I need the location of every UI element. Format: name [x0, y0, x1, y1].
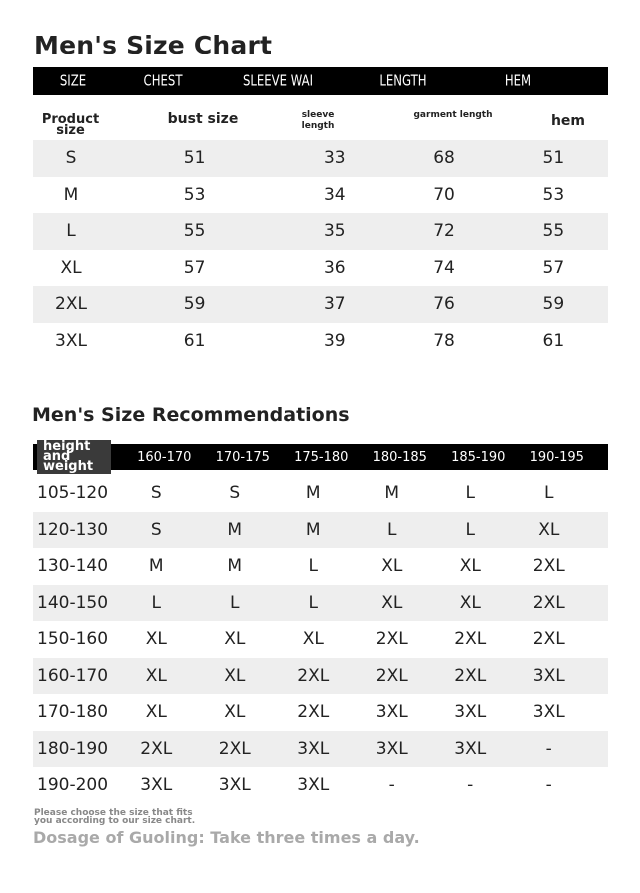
table-row: [33, 694, 608, 731]
cell: M: [384, 483, 400, 504]
cell: S: [150, 483, 162, 504]
cell: 51: [183, 148, 206, 169]
corner-label-height-weight: height and weight: [37, 440, 111, 474]
cell: M: [305, 519, 321, 540]
subheader-garment-length: garment length: [413, 110, 493, 120]
cell: 3XL: [297, 738, 330, 759]
cell: 2XL: [532, 556, 565, 577]
cell: 130-140: [37, 556, 109, 577]
cell: XL: [381, 592, 403, 613]
cell: XL: [381, 556, 403, 577]
cell: 3XL: [218, 775, 251, 796]
cell: 3XL: [532, 702, 565, 723]
cell: 2XL: [140, 738, 173, 759]
cell: 180-190: [37, 738, 109, 759]
cell: 3XL: [375, 738, 408, 759]
cell: 37: [323, 294, 346, 315]
table-row: [33, 475, 608, 512]
table-row: [33, 731, 608, 768]
cell: 74: [433, 257, 455, 278]
cell: L: [544, 483, 554, 504]
cell: L: [66, 221, 76, 242]
cell: XL: [538, 519, 560, 540]
cell: 57: [183, 257, 206, 278]
cell: XL: [224, 702, 246, 723]
dosage-note: Dosage of Guoling: Take three times a day.: [33, 828, 420, 847]
cell: 190-200: [37, 775, 109, 796]
header-hem: HEM: [504, 72, 532, 90]
size-advice-note: Please choose the size that fits you according to our size chart.: [34, 808, 196, 826]
table-row: [33, 658, 608, 695]
cell: 3XL: [297, 775, 330, 796]
cell: 140-150: [37, 592, 109, 613]
table-row: [33, 548, 608, 585]
table-row: [33, 286, 608, 323]
cell: XL: [459, 556, 481, 577]
table-row: [33, 323, 608, 360]
header-col: 180-185: [372, 449, 427, 465]
cell: M: [63, 184, 79, 205]
header-col: 160-170: [137, 449, 192, 465]
recommendations-body: [33, 475, 608, 804]
cell: M: [148, 556, 164, 577]
size-chart-header: [33, 67, 608, 95]
cell: -: [388, 775, 395, 796]
cell: -: [545, 775, 552, 796]
size-chart-body: [33, 140, 608, 359]
cell: 72: [433, 221, 455, 242]
cell: XL: [459, 592, 481, 613]
table-row: [33, 140, 608, 177]
cell: L: [151, 592, 161, 613]
cell: 2XL: [218, 738, 251, 759]
cell: 2XL: [297, 665, 330, 686]
header-col: 170-175: [215, 449, 270, 465]
cell: 2XL: [297, 702, 330, 723]
cell: 3XL: [532, 665, 565, 686]
cell: 33: [323, 148, 346, 169]
table-row: [33, 767, 608, 804]
cell: 61: [542, 330, 565, 351]
cell: 55: [542, 221, 565, 242]
cell: 57: [542, 257, 565, 278]
table-row: [33, 585, 608, 622]
cell: L: [465, 483, 475, 504]
cell: -: [545, 738, 552, 759]
cell: 59: [542, 294, 565, 315]
cell: XL: [145, 629, 167, 650]
cell: 160-170: [37, 665, 109, 686]
cell: S: [150, 519, 162, 540]
subheader-bust-size: bust size: [167, 111, 239, 127]
cell: 70: [433, 184, 455, 205]
cell: 53: [183, 184, 206, 205]
cell: 2XL: [454, 665, 487, 686]
cell: 3XL: [55, 330, 87, 351]
header-col: 190-195: [529, 449, 584, 465]
cell: 34: [323, 184, 346, 205]
cell: 105-120: [37, 483, 109, 504]
cell: 2XL: [532, 629, 565, 650]
table-row: [33, 250, 608, 287]
cell: 78: [433, 330, 455, 351]
table-row: [33, 512, 608, 549]
cell: 53: [542, 184, 565, 205]
cell: XL: [145, 665, 167, 686]
cell: L: [230, 592, 240, 613]
cell: 39: [323, 330, 346, 351]
cell: 2XL: [55, 294, 87, 315]
size-chart-subheader: [33, 108, 608, 140]
cell: 3XL: [454, 738, 487, 759]
cell: L: [465, 519, 475, 540]
cell: M: [305, 483, 321, 504]
cell: 3XL: [140, 775, 173, 796]
cell: 68: [433, 148, 455, 169]
recommendations-title: Men's Size Recommendations: [32, 404, 350, 426]
cell: 59: [183, 294, 206, 315]
cell: S: [65, 148, 77, 169]
cell: 76: [433, 294, 455, 315]
header-size: SIZE: [59, 72, 87, 90]
cell: XL: [302, 629, 324, 650]
cell: S: [229, 483, 241, 504]
cell: 3XL: [454, 702, 487, 723]
cell: 2XL: [375, 629, 408, 650]
cell: XL: [224, 665, 246, 686]
subheader-product-size: Product size: [41, 112, 100, 138]
cell: 2XL: [375, 665, 408, 686]
cell: 2XL: [454, 629, 487, 650]
table-row: [33, 213, 608, 250]
header-col: 175-180: [294, 449, 349, 465]
cell: XL: [224, 629, 246, 650]
cell: 170-180: [37, 702, 109, 723]
cell: 55: [183, 221, 206, 242]
cell: M: [227, 519, 243, 540]
cell: 35: [323, 221, 346, 242]
cell: 36: [323, 257, 346, 278]
recommendations-header: [33, 439, 608, 474]
cell: 2XL: [532, 592, 565, 613]
cell: XL: [60, 257, 82, 278]
cell: 120-130: [37, 519, 109, 540]
header-sleeve: SLEEVE WAI: [242, 72, 314, 90]
header-col: 185-190: [451, 449, 506, 465]
cell: 51: [542, 148, 565, 169]
size-chart-title: Men's Size Chart: [34, 31, 273, 54]
cell: -: [467, 775, 474, 796]
table-row: [33, 177, 608, 214]
cell: XL: [145, 702, 167, 723]
cell: L: [387, 519, 397, 540]
subheader-sleeve-length: sleeve length: [301, 110, 335, 131]
cell: 150-160: [37, 629, 109, 650]
cell: M: [227, 556, 243, 577]
cell: 61: [183, 330, 206, 351]
table-row: [33, 621, 608, 658]
header-length: LENGTH: [379, 72, 427, 90]
cell: L: [308, 556, 318, 577]
subheader-hem: hem: [550, 113, 586, 129]
cell: 3XL: [375, 702, 408, 723]
header-chest: CHEST: [143, 72, 183, 90]
cell: L: [308, 592, 318, 613]
